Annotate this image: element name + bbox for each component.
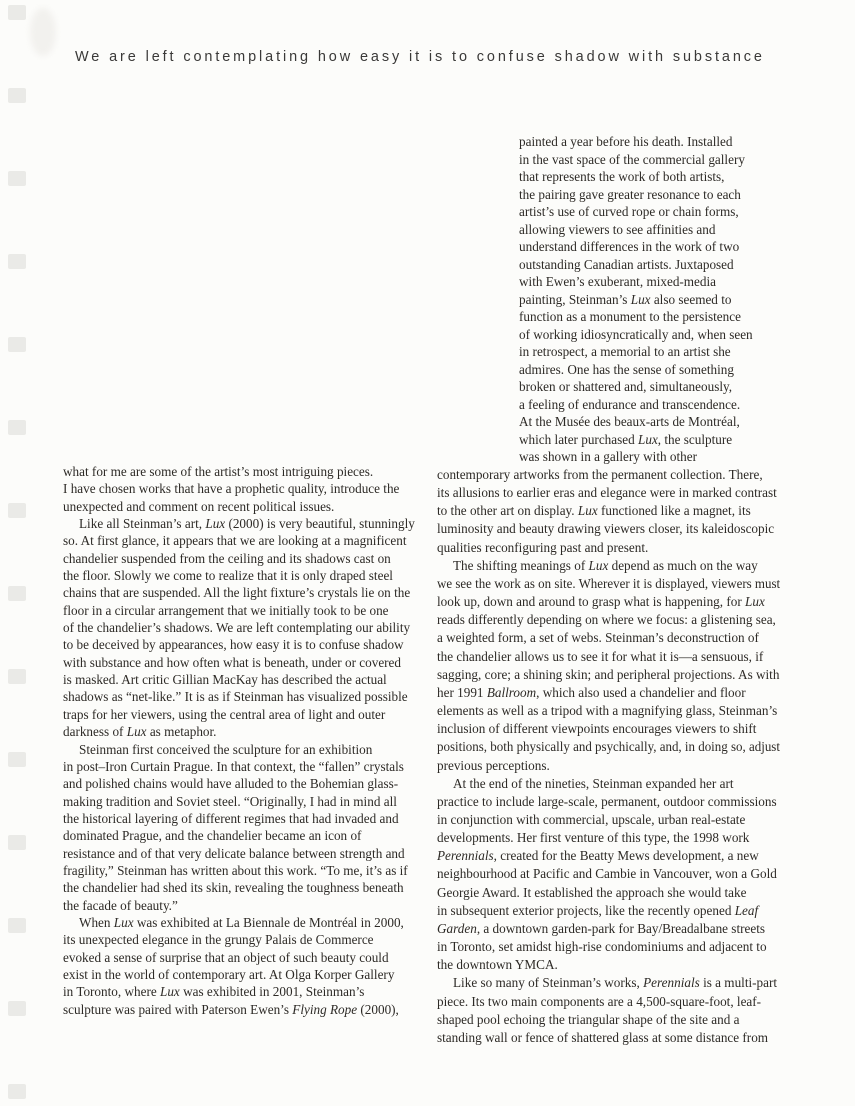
text-line: darkness of Lux as metaphor. — [63, 724, 217, 740]
text-line: so. At first glance, it appears that we are looking at a magnificent — [63, 533, 407, 549]
text-line: of working idiosyncratically and, when seen — [519, 326, 753, 342]
text-line: artist’s use of curved rope or chain forms, — [519, 204, 739, 219]
text-line: shaped pool echoing the triangular shape of the site and a — [437, 1011, 740, 1027]
scan-edge-mark — [8, 586, 26, 601]
text-line: the pairing gave greater resonance to each — [519, 186, 741, 202]
text-line: resistance and of that very delicate balance between strength and — [63, 845, 405, 861]
text-line: her 1991 Ballroom, which also used a chandelier and floor — [437, 684, 746, 700]
scan-edge-mark — [8, 337, 26, 352]
text-line: in post–Iron Curtain Prague. In that context, the “fallen” crystals — [63, 758, 404, 774]
text-line: of the chandelier’s shadows. We are left contemplating our ability — [63, 620, 411, 636]
text-line: elements as well as a tripod with a magnifying glass, Steinman’s — [437, 703, 778, 719]
text-line: in Toronto, set amidst high-rise condominiums and adjacent to — [437, 939, 767, 955]
text-line: understand differences in the work of two — [519, 239, 740, 254]
text-line: painted a year before his death. Installed — [519, 134, 733, 149]
text-line: reads differently depending on where we focus: a glistening sea, — [437, 612, 776, 628]
text-line: the facade of beauty.” — [63, 897, 178, 913]
text-line: inclusion of different viewpoints encourages viewers to shift — [437, 721, 757, 737]
right-column-upper — [519, 133, 777, 466]
text-line: admires. One has the sense of something — [519, 361, 734, 377]
text-line: unexpected and comment on recent political issues. — [63, 498, 335, 514]
text-line: Garden, a downtown garden-park for Bay/Breadalbane streets — [437, 920, 765, 936]
text-line: Steinman first conceived the sculpture for an exhibition — [79, 741, 373, 757]
text-line: previous perceptions. — [437, 757, 550, 773]
text-line: fragility,” Steinman has written about this work. “To me, it’s as if — [63, 862, 408, 878]
text-line: to the other art on display. Lux functioned like a magnet, its — [437, 503, 751, 519]
text-line: which later purchased Lux, the sculpture — [519, 431, 733, 447]
text-line: The shifting meanings of Lux depend as much on the way — [453, 557, 758, 573]
left-column — [63, 463, 429, 1018]
text-line: When Lux was exhibited at La Biennale de Montréal in 2000, — [79, 914, 404, 930]
text-line: allowing viewers to see affinities and — [519, 221, 716, 237]
text-line: the historical layering of different regimes that had invaded and — [63, 810, 399, 826]
text-line: exist in the world of contemporary art. At Olga Korper Gallery — [63, 966, 395, 982]
text-line: the downtown YMCA. — [437, 957, 558, 973]
text-line: Like so many of Steinman’s works, Perennials is a multi-part — [453, 975, 778, 991]
text-line: standing wall or fence of shattered glass at some distance from — [437, 1029, 769, 1045]
text-line: Georgie Award. It established the approach she would take — [437, 884, 747, 900]
scan-edge-mark — [8, 254, 26, 269]
text-line: a weighted form, a set of webs. Steinman’s deconstruction of — [437, 630, 759, 646]
text-line: the floor. Slowly we come to realize that it is only draped steel — [63, 568, 393, 584]
text-line: chandelier suspended from the ceiling and its shadows cast on — [63, 550, 391, 566]
text-line: developments. Her first venture of this type, the 1998 work — [437, 830, 750, 846]
text-line: to be deceived by appearances, how easy it is to confuse shadow — [63, 637, 404, 653]
text-line: contemporary artworks from the permanent collection. There, — [437, 467, 763, 482]
text-line: luminosity and beauty drawing viewers closer, its kaleidoscopic — [437, 521, 775, 537]
text-line: chains that are suspended. All the light fixture’s crystals lie on the — [63, 585, 411, 601]
scan-edge-mark — [8, 752, 26, 767]
text-line: in retrospect, a memorial to an artist she — [519, 344, 731, 359]
text-line: dominated Prague, and the chandelier became an icon of — [63, 828, 362, 844]
text-line: At the end of the nineties, Steinman expanded her art — [453, 775, 734, 791]
text-line: its unexpected elegance in the grungy Palais de Commerce — [63, 932, 374, 948]
text-line: with Ewen’s exuberant, mixed-media — [519, 274, 717, 289]
text-line: function as a monument to the persistence — [519, 309, 741, 324]
text-line: a feeling of endurance and transcendence. — [519, 396, 741, 412]
text-line: in the vast space of the commercial gallery — [519, 151, 745, 167]
text-line: traps for her viewers, using the central area of light and outer — [63, 706, 386, 722]
text-line: sculpture was paired with Paterson Ewen’s Flying Rope (2000), — [63, 1001, 399, 1017]
scan-edge-mark — [8, 503, 26, 518]
scan-smudge — [30, 8, 56, 56]
text-line: practice to include large-scale, permanent, outdoor commissions — [437, 793, 777, 809]
page-header-quote — [75, 49, 765, 71]
text-line: neighbourhood at Pacific and Cambie in Vancouver, won a Gold — [437, 866, 777, 882]
text-line: I have chosen works that have a prophetic quality, introduce the — [63, 481, 400, 497]
text-line: its allusions to earlier eras and elegance were in marked contrast — [437, 485, 777, 501]
text-line: evoked a sense of surprise that an object of such beauty could — [63, 949, 389, 965]
scan-edge-mark — [8, 5, 26, 20]
text-line: what for me are some of the artist’s most intriguing pieces. — [63, 464, 374, 479]
text-line: the chandelier had shed its skin, revealing the toughness beneath — [63, 880, 404, 896]
scan-edge-mark — [8, 1001, 26, 1016]
text-line: piece. Its two main components are a 4,500-square-foot, leaf- — [437, 993, 762, 1009]
text-line: look up, down and around to grasp what is happening, for Lux — [437, 594, 765, 610]
text-line: shadows as “net-like.” It is as if Steinman has visualized possible — [63, 689, 408, 705]
text-line: and polished chains would have alluded to the Bohemian glass- — [63, 776, 399, 792]
text-line: that represents the work of both artists, — [519, 169, 725, 184]
text-line: in subsequent exterior projects, like the recently opened Leaf — [437, 902, 759, 918]
text-line: qualities reconfiguring past and present. — [437, 539, 649, 555]
text-line: with substance and how often what is beneath, under or covered — [63, 654, 402, 670]
text-line: floor in a circular arrangement that we initially took to be one — [63, 602, 389, 618]
text-line: we see the work as on site. Wherever it is displayed, viewers must — [437, 575, 781, 591]
text-line: in Toronto, where Lux was exhibited in 2001, Steinman’s — [63, 984, 365, 1000]
text-line: making tradition and Soviet steel. “Originally, I had in mind all — [63, 793, 397, 809]
text-line: At the Musée des beaux-arts de Montréal, — [519, 414, 740, 429]
scan-edge-mark — [8, 669, 26, 684]
text-line: the chandelier allows us to see it for what it is—a sensuous, if — [437, 648, 764, 664]
scan-edge-mark — [8, 918, 26, 933]
scan-edge-mark — [8, 171, 26, 186]
scan-edge-mark — [8, 1084, 26, 1099]
text-line: outstanding Canadian artists. Juxtaposed — [519, 256, 734, 272]
text-line: broken or shattered and, simultaneously, — [519, 379, 733, 394]
scan-edge-mark — [8, 835, 26, 850]
text-line: Perennials, created for the Beatty Mews development, a new — [437, 848, 759, 864]
scan-edge-mark — [8, 88, 26, 103]
text-line: was shown in a gallery with other — [519, 449, 697, 464]
scan-edge-mark — [8, 420, 26, 435]
text-line: painting, Steinman’s Lux also seemed to — [519, 291, 732, 307]
right-column-lower — [437, 466, 780, 1047]
text-line: positions, both physically and psychically, and, in doing so, adjust — [437, 739, 780, 755]
text-line: sagging, core; a shining skin; and peripheral projections. As with — [437, 666, 780, 682]
header-quote-text: We are left contemplating how easy it is to confuse shadow with substance — [75, 49, 765, 65]
text-line: Like all Steinman’s art, Lux (2000) is very beautiful, stunningly — [79, 516, 415, 532]
text-line: is masked. Art critic Gillian MacKay has described the actual — [63, 672, 387, 688]
text-line: in conjunction with commercial, upscale, urban real-estate — [437, 811, 746, 827]
